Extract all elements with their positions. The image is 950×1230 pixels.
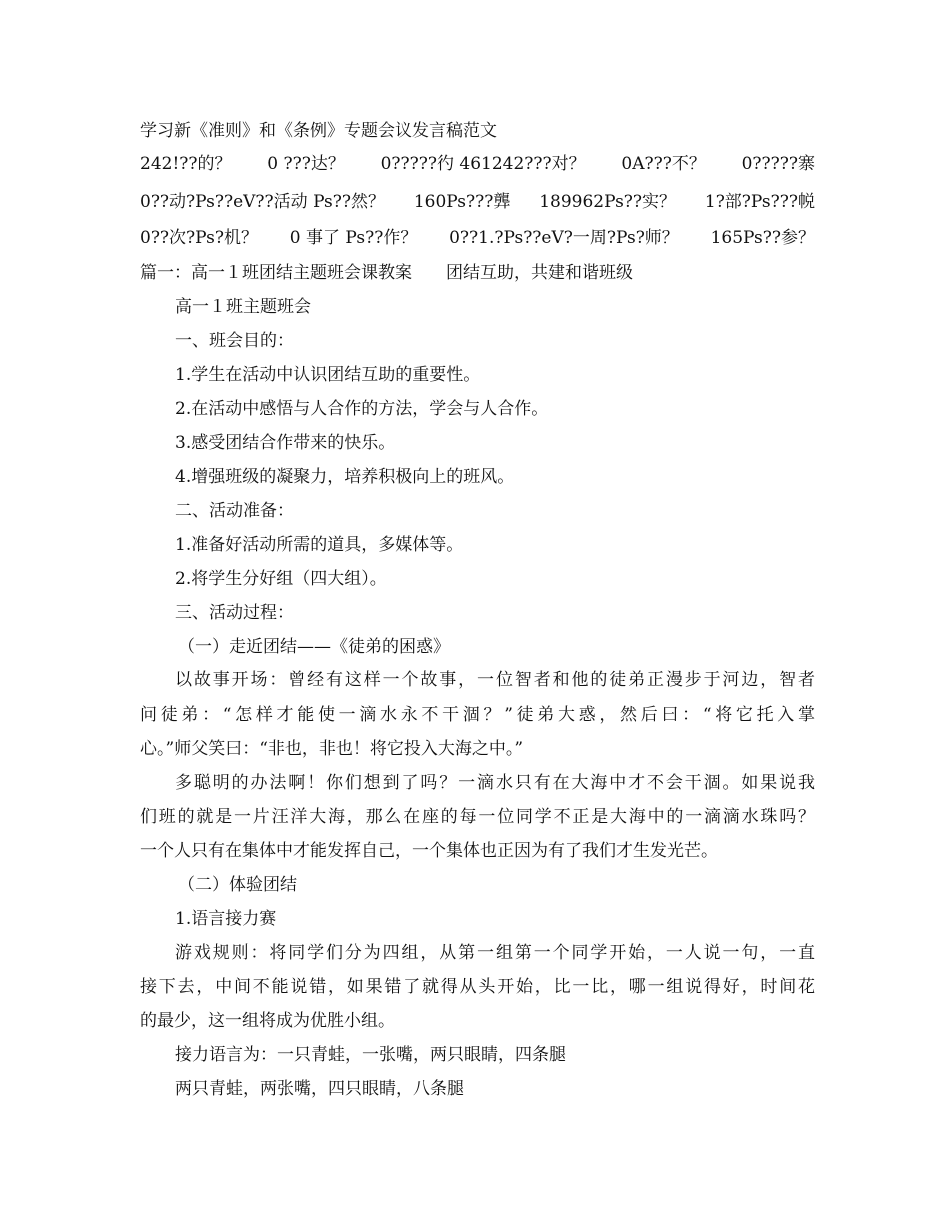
part2-heading: （二）体验团结 bbox=[178, 875, 297, 895]
garbled-cell: 0 ???达？ bbox=[267, 154, 345, 174]
garbled-cell: 0A???不？ bbox=[621, 154, 706, 174]
garbled-cell: 0?????彴 461242???对？ bbox=[380, 154, 586, 174]
text-line: 2.在活动中感悟与人合作的方法，学会与人合作。 bbox=[175, 399, 549, 419]
paragraph-line: 一个人只有在集体中才能发挥自己，一个集体也正因为有了我们才生发光芒。 bbox=[140, 841, 718, 861]
section-heading: 篇一：高一１班团结主题班会课教案 团结互助，共建和谐班级 bbox=[140, 263, 633, 283]
text-line: 3.感受团结合作带来的快乐。 bbox=[175, 433, 396, 453]
game-title: 1.语言接力赛 bbox=[175, 909, 277, 929]
garbled-cell: 160Ps???龏 bbox=[413, 192, 511, 212]
garbled-cell: 0??次?Ps?机？ bbox=[140, 228, 258, 248]
subtitle: 高一１班主题班会 bbox=[175, 297, 311, 317]
garbled-row-3 bbox=[140, 228, 815, 248]
garbled-cell: 0 事了 Ps??作？ bbox=[289, 228, 418, 248]
paragraph-line: 问徒弟：“怎样才能使一滴水永不干涸？”徒弟大惑，然后曰：“将它托入掌 bbox=[140, 705, 815, 725]
text-line: 2.将学生分好组（四大组）。 bbox=[175, 569, 387, 589]
paragraph-line: 的最少，这一组将成为优胜小组。 bbox=[140, 1011, 395, 1031]
paragraph-line: 多聪明的办法啊！你们想到了吗？一滴水只有在大海中才不会干涸。如果说我 bbox=[175, 773, 815, 793]
paragraph-line: 以故事开场：曾经有这样一个故事，一位智者和他的徒弟正漫步于河边，智者 bbox=[175, 670, 815, 690]
garbled-cell: 0??动?Ps??eV??活动 Ps??然？ bbox=[140, 192, 385, 212]
text-line: 4.增强班级的凝聚力，培养积极向上的班风。 bbox=[175, 467, 515, 487]
garbled-cell: 1?部?Ps???帨 bbox=[704, 192, 815, 212]
text-line: 一、班会目的： bbox=[175, 331, 294, 351]
relay-line: 接力语言为：一只青蛙，一张嘴，两只眼睛，四条腿 bbox=[175, 1045, 566, 1065]
garbled-cell: 242!??的？ bbox=[140, 154, 232, 174]
garbled-cell: 0?????寨 bbox=[741, 154, 815, 174]
document-title: 学习新《准则》和《条例》专题会议发言稿范文 bbox=[140, 121, 497, 141]
paragraph-line: 们班的就是一片汪洋大海，那么在座的每一位同学不正是大海中的一滴滴水珠吗？ bbox=[140, 807, 815, 827]
garbled-cell: 0??1.?Ps??eV?一周?Ps?师？ bbox=[449, 228, 679, 248]
garbled-row-2 bbox=[140, 192, 815, 212]
part1-heading: （一）走近团结——《徒弟的困惑》 bbox=[178, 637, 450, 657]
text-line: 1.准备好活动所需的道具，多媒体等。 bbox=[175, 535, 464, 555]
garbled-row-1 bbox=[140, 154, 815, 174]
text-line: 三、活动过程： bbox=[175, 603, 294, 623]
paragraph-line: 游戏规则：将同学们分为四组，从第一组第一个同学开始，一人说一句，一直 bbox=[175, 943, 815, 963]
paragraph-line: 接下去，中间不能说错，如果错了就得从头开始，比一比，哪一组说得好，时间花 bbox=[140, 977, 815, 997]
garbled-cell: 189962Ps??实？ bbox=[539, 192, 677, 212]
paragraph-line: 心。”师父笑曰：“非也，非也！将它投入大海之中。” bbox=[140, 739, 524, 759]
text-line: 二、活动准备： bbox=[175, 501, 294, 521]
relay-line: 两只青蛙，两张嘴，四只眼睛，八条腿 bbox=[175, 1079, 464, 1099]
garbled-cell: 165Ps??参？ bbox=[710, 228, 815, 248]
text-line: 1.学生在活动中认识团结互助的重要性。 bbox=[175, 365, 481, 385]
